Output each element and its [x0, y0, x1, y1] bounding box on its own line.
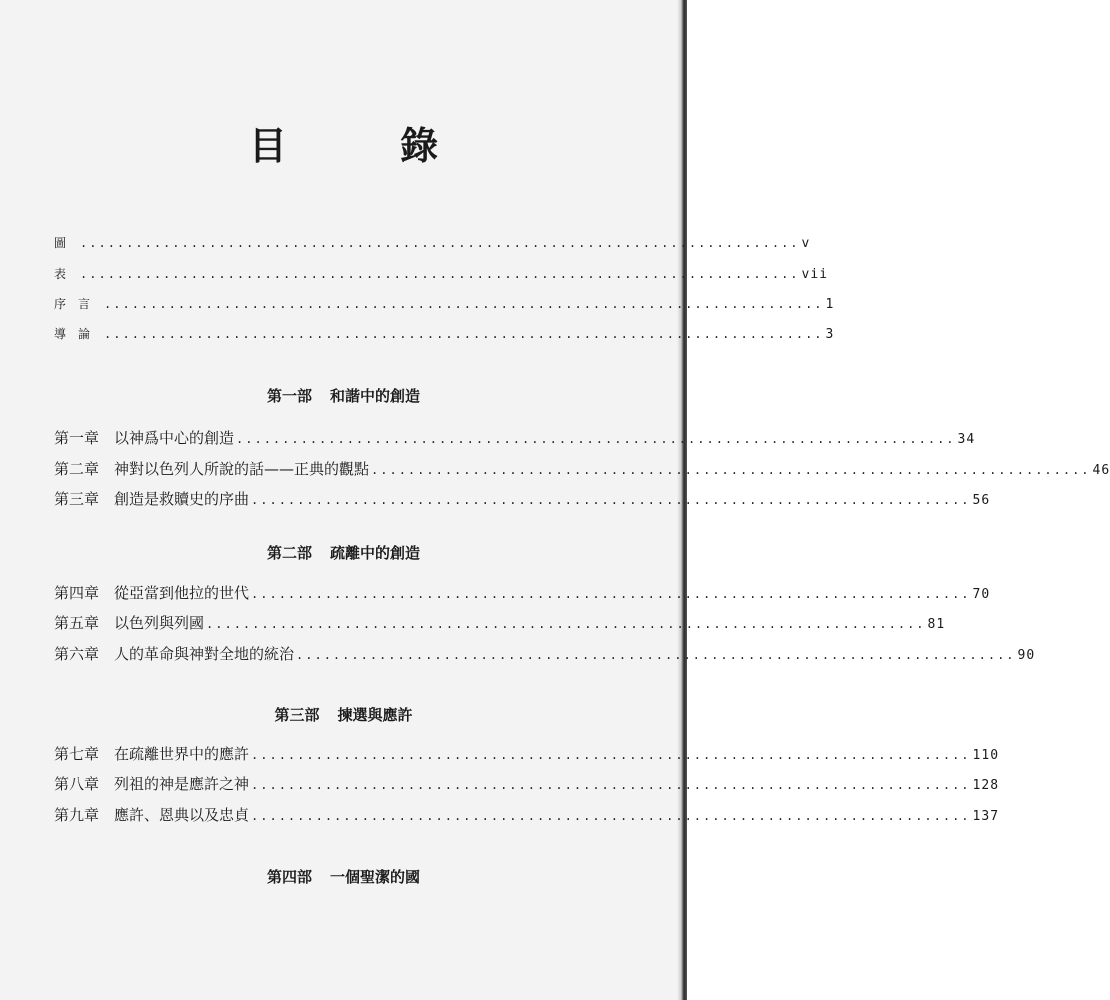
part-number: 第一部 [266, 387, 312, 405]
toc-entry-chapter[interactable] [54, 427, 976, 451]
chapter-number: 第三章 [54, 490, 100, 508]
chapter-number: 第六章 [54, 645, 100, 663]
part-number: 第三部 [274, 706, 320, 724]
part-name: 一個聖潔的國 [330, 868, 421, 886]
part-name: 揀選與應許 [337, 706, 413, 724]
toc-entry-chapter[interactable] [54, 743, 1000, 767]
chapter-number: 第九章 [54, 806, 100, 824]
dot-leader: .............................................................................. [104, 297, 824, 311]
part-heading [0, 866, 687, 887]
dot-leader: .............................................................................. [296, 648, 1016, 662]
chapter-page: 90 [1017, 648, 1036, 663]
chapter-title: 神對以色列人所說的話——正典的觀點 [114, 460, 370, 478]
toc-entry-figures[interactable] [54, 234, 811, 258]
dot-leader: .............................................................................. [251, 748, 971, 762]
page-title: 目 錄 [248, 124, 489, 168]
chapter-page: 56 [972, 493, 991, 508]
chapter-page: 128 [972, 778, 1000, 793]
chapter-number: 第五章 [54, 614, 100, 632]
chapter-title: 應許、恩典以及忠貞 [114, 806, 250, 824]
part-heading [0, 385, 687, 406]
chapter-title: 創造是救贖史的序曲 [114, 490, 250, 508]
chapter-title: 列祖的神是應許之神 [114, 775, 250, 793]
chapter-number: 第七章 [54, 745, 100, 763]
chapter-title: 從亞當到他拉的世代 [114, 584, 250, 602]
toc-entry-chapter[interactable] [54, 458, 1110, 482]
entry-label: 圖 [54, 236, 79, 250]
entry-label: 序言 [54, 297, 103, 311]
chapter-title: 在疏離世界中的應許 [114, 745, 250, 763]
part-heading [0, 542, 687, 563]
part-name: 疏離中的創造 [330, 544, 421, 562]
dot-leader: .............................................................................. [251, 809, 971, 823]
toc-entry-chapter[interactable] [54, 773, 1000, 797]
toc-entry-introduction[interactable] [54, 325, 835, 349]
entry-label: 導論 [54, 327, 103, 341]
dot-leader: .............................................................................. [104, 327, 824, 341]
part-number: 第二部 [266, 544, 312, 562]
entry-page: 3 [825, 327, 835, 342]
chapter-page: 137 [972, 809, 1000, 824]
chapter-title: 以神爲中心的創造 [114, 429, 235, 447]
chapter-page: 81 [927, 617, 946, 632]
entry-page: 1 [825, 297, 835, 312]
dot-leader: .............................................................................. [251, 493, 971, 507]
chapter-page: 34 [957, 432, 976, 447]
dot-leader: .............................................................................. [251, 587, 971, 601]
toc-entry-chapter[interactable] [54, 582, 991, 606]
dot-leader: .............................................................................. [251, 778, 971, 792]
toc-entry-chapter[interactable] [54, 804, 1000, 828]
toc-entry-tables[interactable] [54, 265, 829, 289]
chapter-page: 46 [1092, 463, 1110, 478]
chapter-number: 第四章 [54, 584, 100, 602]
toc-entry-chapter[interactable] [54, 488, 991, 512]
chapter-title: 人的革命與神對全地的統治 [114, 645, 295, 663]
chapter-number: 第一章 [54, 429, 100, 447]
chapter-page: 110 [972, 748, 1000, 763]
toc-entry-preface[interactable] [54, 295, 835, 319]
part-number: 第四部 [266, 868, 312, 886]
part-heading [0, 704, 687, 725]
entry-page: vii [801, 267, 829, 282]
entry-page: v [801, 236, 811, 251]
chapter-page: 70 [972, 587, 991, 602]
toc-entry-chapter[interactable] [54, 612, 946, 636]
dot-leader: .............................................................................. [80, 236, 800, 250]
dot-leader: .............................................................................. [371, 463, 1091, 477]
toc-entry-chapter[interactable] [54, 643, 1036, 667]
chapter-number: 第八章 [54, 775, 100, 793]
chapter-title: 以色列與列國 [114, 614, 205, 632]
dot-leader: .............................................................................. [236, 432, 956, 446]
dot-leader: .............................................................................. [206, 617, 926, 631]
part-name: 和諧中的創造 [330, 387, 421, 405]
dot-leader: .............................................................................. [80, 267, 800, 281]
entry-label: 表 [54, 267, 79, 281]
chapter-number: 第二章 [54, 460, 100, 478]
